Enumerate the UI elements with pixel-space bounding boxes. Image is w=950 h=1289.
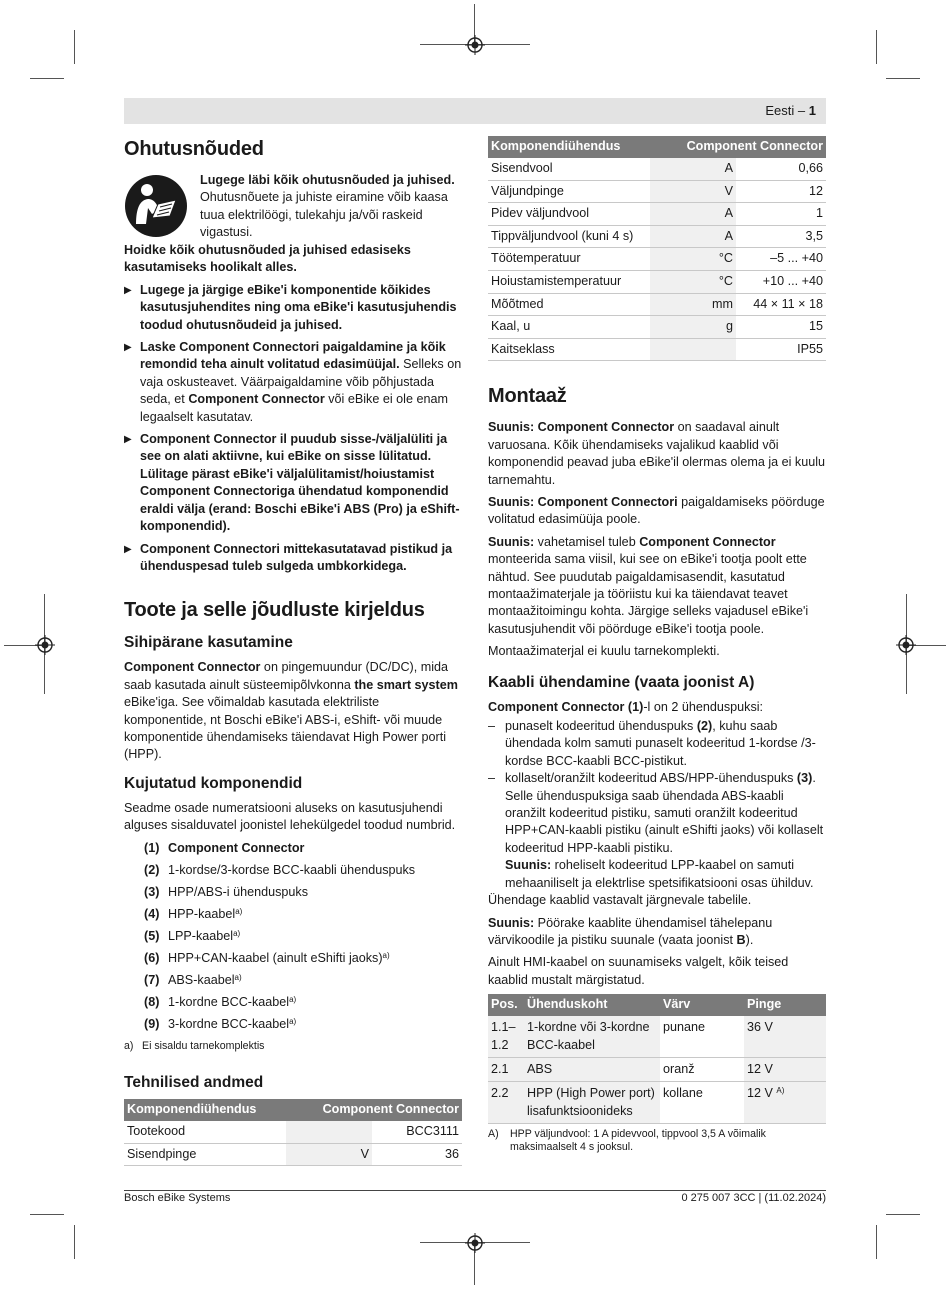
registration-mark-icon bbox=[465, 35, 485, 55]
page-number: 1 bbox=[808, 103, 816, 118]
tech-value: 15 bbox=[736, 316, 826, 339]
tech-data-table-continued bbox=[488, 136, 826, 361]
components-footnote bbox=[124, 1038, 462, 1055]
cable-table-row bbox=[488, 1057, 826, 1081]
socket-text: . Selle ühenduspuksiga saab ühendada ABS-kaabli oranžilt kodeeritud pistiku, samuti oranžilt kodeeritud HPP+CAN-kaabli pistiku (ainult eShifti jaoks) või kollaselt kodeeritud HPP-kaabli pistiku. bbox=[505, 771, 824, 855]
tech-table-row bbox=[488, 270, 826, 293]
safety-bullet-bold: Laske Component Connectori paigaldamine ja kõik remondid teha ainult volitatud edasimüüjal. bbox=[140, 340, 446, 372]
component-label: 1-kordne BCC-kaabel bbox=[168, 994, 290, 1009]
safety-bullet: ▶ Component Connector il puudub sisse-/väljalüliti ja see on alati aktiivne, kui eBike on sisse lülitatud. Lülitage pärast eBike'i väljalülitamist/hoiustamist Component Connectoriga ühendatud komponendid eraldi välja (erand: Boschi eBike'i ABS (Pro) ja eShift-komponendid). bbox=[124, 431, 462, 535]
component-item bbox=[144, 1016, 462, 1033]
cable-voltage bbox=[744, 1016, 826, 1057]
note-label: Suunis: bbox=[505, 858, 552, 873]
tech-table-header: Component Connector bbox=[286, 1099, 462, 1121]
safety-bullet-text: Selleks on vaja oskusteavet. Väärpaigaldamine võib põhjustada seda, et bbox=[140, 357, 462, 407]
tech-value: 36 bbox=[372, 1143, 462, 1166]
tech-value: 1 bbox=[736, 203, 826, 226]
socket-list bbox=[488, 718, 826, 892]
note-text: paigaldamiseks pöörduge volitatud edasimüüja poole. bbox=[488, 494, 825, 527]
tech-unit bbox=[650, 338, 736, 361]
intended-use-part: eBike'iga. See võimaldab kasutada elektriliste komponentide, nt Boschi eBike'i ABS-i, eShift- või muude komponentide ühendamiseks täiendavat High Power porti (HPP). bbox=[124, 695, 447, 762]
component-item bbox=[144, 906, 462, 923]
cable-table bbox=[488, 994, 826, 1124]
note-text: on saadaval ainult varuosana. Kõik ühendamiseks vajalikud kaablid või komponendid peavad juba eBike'il olermas olema ja ei kuulu tarnemahtu. bbox=[488, 420, 826, 487]
tech-label: Mõõtmed bbox=[488, 293, 650, 316]
cable-connection: HPP (High Power port) lisafunktsioonideks bbox=[524, 1082, 660, 1124]
component-label: ABS-kaabel bbox=[168, 972, 235, 987]
socket-text: , kuhu saab ühendada kolm samuti punaselt kodeeritud 1-kordse /3-kordse BCC-kaabli BCC-pistikut. bbox=[505, 719, 816, 768]
tech-value: 0,66 bbox=[736, 158, 826, 180]
note-text: monteerida sama viisil, kui see on eBike'i tootja poolt ette nähtud. See puudutab paigaldamisasendit, kasutatud montaažimaterjale ja tööriistu kui ka täiendavat teavet montaažitoimingu kohta. Järgige selleks vajadusel eBike'i kasutusjuhendit või pöörduge eBike'i tootja poole. bbox=[488, 552, 809, 636]
tech-unit: °C bbox=[650, 248, 736, 271]
footnote-text: Ei sisaldu tarnekomplektis bbox=[142, 1039, 265, 1052]
components-intro: Seadme osade numeratsiooni aluseks on kasutusjuhendi alguses sisalduvatel joonistel lehekülgedel toodud numbrid. bbox=[124, 800, 456, 833]
cable-pos: 2.1 bbox=[488, 1057, 524, 1081]
cable-intro-bold: Component Connector bbox=[488, 699, 625, 714]
component-number: (2) bbox=[144, 862, 160, 877]
tech-table-header: Komponendiühendus bbox=[488, 136, 650, 158]
note-bold: Component Connector bbox=[534, 420, 675, 435]
footer-doc-number: 0 275 007 3CC | (11.02.2024) bbox=[681, 1192, 826, 1204]
component-label: HPP+CAN-kaabel (ainult eShifti jaoks) bbox=[168, 950, 383, 965]
note-bold: Component Connector bbox=[639, 534, 776, 549]
cable-table-header: Pinge bbox=[744, 994, 826, 1016]
safety-bullet: ▶ Component Connectori mittekasutatavad pistikud ja ühenduspesad tuleb sulgeda umbkorkidega. bbox=[124, 541, 462, 576]
tech-label: Sisendvool bbox=[488, 158, 650, 180]
tech-unit bbox=[286, 1121, 372, 1143]
safety-intro bbox=[124, 172, 462, 242]
tech-label: Sisendpinge bbox=[124, 1143, 286, 1166]
mount-material-text: Montaažimaterjal ei kuulu tarnekomplekti. bbox=[488, 644, 720, 659]
safety-intro-text bbox=[200, 172, 462, 242]
cable-voltage-value: 12 V bbox=[747, 1086, 773, 1101]
cable-voltage-value: 36 V bbox=[747, 1020, 773, 1035]
tech-unit: V bbox=[286, 1143, 372, 1166]
component-item bbox=[144, 840, 462, 857]
footnote-ref: a) bbox=[289, 994, 297, 1004]
components-list bbox=[124, 840, 462, 1033]
tech-unit: mm bbox=[650, 293, 736, 316]
safety-bullet bbox=[124, 339, 462, 426]
tech-table-header: Component Connector bbox=[650, 136, 826, 158]
crop-mark bbox=[886, 78, 920, 79]
tech-table-row bbox=[488, 293, 826, 316]
tech-value: IP55 bbox=[736, 338, 826, 361]
component-label: Component Connector bbox=[168, 840, 305, 855]
tech-value: –5 ... +40 bbox=[736, 248, 826, 271]
component-label: HPP-kaabel bbox=[168, 906, 236, 921]
socket-item bbox=[488, 770, 826, 892]
figure-ref: B bbox=[736, 932, 746, 947]
note-label: Suunis: bbox=[488, 494, 535, 509]
crop-mark bbox=[74, 30, 75, 64]
socket-text: roheliselt kodeeritud LPP-kaabel on samuti mehaaniliselt ja elektrlise spetsifikatsiooni osas ühilduv. bbox=[505, 858, 814, 890]
header-language: Eesti bbox=[765, 103, 795, 118]
component-label: LPP-kaabel bbox=[168, 928, 234, 943]
tech-value: +10 ... +40 bbox=[736, 270, 826, 293]
safety-bullet-bold: Component Connector bbox=[188, 392, 325, 407]
cable-voltage-value: 12 V bbox=[747, 1061, 773, 1076]
tech-data-heading: Tehnilised andmed bbox=[124, 1073, 264, 1091]
cable-table-header: Pos. bbox=[488, 994, 524, 1016]
cable-intro-number: (1) bbox=[624, 699, 644, 714]
tech-value: 3,5 bbox=[736, 225, 826, 248]
footnote-mark: a) bbox=[124, 1039, 134, 1052]
tech-table-row bbox=[124, 1143, 462, 1166]
footnote-ref: a) bbox=[233, 928, 241, 938]
cable-pos: 1.1– 1.2 bbox=[488, 1016, 524, 1057]
right-column bbox=[488, 136, 826, 1154]
tech-value: 12 bbox=[736, 180, 826, 203]
note-text: vahetamisel tuleb bbox=[534, 534, 640, 549]
connect-text: Ühendage kaablid vastavalt järgnevale tabelile. bbox=[488, 893, 752, 908]
crop-mark bbox=[74, 1225, 75, 1259]
tech-table-row bbox=[124, 1121, 462, 1143]
tech-label: Kaitseklass bbox=[488, 338, 650, 361]
mount-note bbox=[488, 494, 826, 529]
note-label: Suunis: bbox=[488, 420, 535, 435]
tech-data-table bbox=[124, 1099, 462, 1166]
tech-value: BCC3111 bbox=[372, 1121, 462, 1143]
note-label: Suunis: bbox=[488, 534, 535, 549]
footnote-ref: a) bbox=[235, 906, 243, 916]
footnote-ref: a) bbox=[289, 1016, 297, 1026]
tech-unit: V bbox=[650, 180, 736, 203]
cable-intro-text: -l on 2 ühenduspuksi: bbox=[643, 699, 764, 714]
component-item bbox=[144, 972, 462, 989]
footer-rule bbox=[124, 1190, 826, 1191]
tech-table-row bbox=[488, 203, 826, 226]
tech-table-row bbox=[488, 338, 826, 361]
components-heading: Kujutatud komponendid bbox=[124, 774, 303, 792]
component-number: (6) bbox=[144, 950, 160, 965]
cable-intro bbox=[488, 699, 826, 716]
tech-unit: g bbox=[650, 316, 736, 339]
tech-table-row bbox=[488, 180, 826, 203]
cable-table-header: Ühenduskoht bbox=[524, 994, 660, 1016]
registration-mark-icon bbox=[35, 635, 55, 655]
tech-table-row bbox=[488, 158, 826, 180]
crop-mark bbox=[886, 1214, 920, 1215]
tech-table-row bbox=[488, 225, 826, 248]
product-heading: Toote ja selle jõudluste kirjeldus bbox=[124, 599, 425, 622]
socket-text: kollaselt/oranžilt kodeeritud ABS/HPP-ühenduspuks bbox=[505, 771, 797, 786]
component-item bbox=[144, 928, 462, 945]
cable-table-row bbox=[488, 1082, 826, 1124]
cable-color: oranž bbox=[660, 1057, 744, 1081]
component-label: 3-kordne BCC-kaabel bbox=[168, 1016, 290, 1031]
intended-use-bold: the smart system bbox=[354, 677, 458, 692]
socket-text: punaselt kodeeritud ühenduspuks bbox=[505, 719, 697, 734]
tech-label: Väljundpinge bbox=[488, 180, 650, 203]
note-text: Pöörake kaablite ühendamisel tähelepanu värvikoodile ja pistiku suunale (vaata joonist bbox=[488, 915, 773, 947]
safety-bullet-text: või eBike ei ole enam legaalselt kasutatav. bbox=[140, 392, 448, 424]
intended-use-heading: Sihipärane kasutamine bbox=[124, 634, 293, 652]
crop-mark bbox=[876, 1225, 877, 1259]
cable-color: kollane bbox=[660, 1082, 744, 1124]
component-label: 1-kordse/3-kordse BCC-kaabli ühenduspuks bbox=[168, 862, 416, 877]
tech-label: Pidev väljundvool bbox=[488, 203, 650, 226]
note-label: Suunis: bbox=[488, 915, 535, 930]
footer-publisher: Bosch eBike Systems bbox=[124, 1192, 231, 1204]
socket-number: (2) bbox=[696, 719, 713, 734]
hmi-text: Ainult HMI-kaabel on suunamiseks valgelt, kõik teised kaablid mustalt märgistatud. bbox=[488, 955, 789, 987]
cable-connection: 1-kordne või 3-kordne BCC-kaabel bbox=[524, 1016, 660, 1057]
tech-unit: A bbox=[650, 225, 736, 248]
cable-color: punane bbox=[660, 1016, 744, 1057]
tech-label: Tootekood bbox=[124, 1121, 286, 1143]
footnote-ref: a) bbox=[234, 972, 242, 982]
footnote-text: HPP väljundvool: 1 A pidevvool, tippvool 3,5 A võimalik maksimaalselt 4 s jooksul. bbox=[510, 1128, 766, 1154]
component-label: HPP/ABS-i ühenduspuks bbox=[168, 884, 309, 899]
component-item bbox=[144, 994, 462, 1011]
crop-mark bbox=[30, 78, 64, 79]
footnote-mark: A) bbox=[488, 1128, 499, 1141]
tech-unit: A bbox=[650, 203, 736, 226]
component-number: (5) bbox=[144, 928, 160, 943]
component-number: (1) bbox=[144, 840, 160, 855]
cable-voltage bbox=[744, 1057, 826, 1081]
intended-use-bold: Component Connector bbox=[124, 660, 261, 675]
tech-label: Töötemperatuur bbox=[488, 248, 650, 271]
tech-value: 44 × 11 × 18 bbox=[736, 293, 826, 316]
intended-use-text bbox=[124, 659, 462, 763]
safety-intro-bold: Lugege läbi kõik ohutusnõuded ja juhised. bbox=[200, 173, 455, 187]
cable-connection: ABS bbox=[524, 1057, 660, 1081]
crop-mark bbox=[876, 30, 877, 64]
component-number: (9) bbox=[144, 1016, 160, 1031]
note-text: ). bbox=[745, 932, 754, 947]
header-page-label bbox=[765, 103, 816, 118]
socket-item bbox=[488, 718, 826, 770]
component-item bbox=[144, 950, 462, 967]
mounting-heading: Montaaž bbox=[488, 385, 567, 408]
cable-voltage bbox=[744, 1082, 826, 1124]
footnote-ref: A) bbox=[776, 1086, 785, 1096]
mount-note bbox=[488, 534, 826, 638]
footnote-ref: a) bbox=[382, 950, 390, 960]
tech-label: Kaal, u bbox=[488, 316, 650, 339]
safety-bullet-list bbox=[124, 282, 462, 576]
registration-mark-icon bbox=[465, 1233, 485, 1253]
cable-table-row bbox=[488, 1016, 826, 1057]
component-item bbox=[144, 862, 462, 879]
mount-note bbox=[488, 419, 826, 489]
tech-table-header: Komponendiühendus bbox=[124, 1099, 286, 1121]
tech-unit: °C bbox=[650, 270, 736, 293]
tech-label: Tippväljundvool (kuni 4 s) bbox=[488, 225, 650, 248]
cable-pos: 2.2 bbox=[488, 1082, 524, 1124]
tech-label: Hoiustamistemperatuur bbox=[488, 270, 650, 293]
component-item bbox=[144, 884, 462, 901]
component-number: (4) bbox=[144, 906, 160, 921]
read-manual-icon bbox=[124, 174, 188, 238]
registration-mark-icon bbox=[896, 635, 916, 655]
left-column bbox=[124, 136, 462, 1166]
crop-mark bbox=[30, 1214, 64, 1215]
page-header bbox=[124, 98, 826, 124]
socket-number: (3) bbox=[796, 771, 813, 786]
cable-connection-heading: Kaabli ühendamine (vaata joonist A) bbox=[488, 673, 755, 691]
component-number: (3) bbox=[144, 884, 160, 899]
component-number: (8) bbox=[144, 994, 160, 1009]
tech-table-row bbox=[488, 316, 826, 339]
safety-heading: Ohutusnõuded bbox=[124, 138, 264, 160]
header-separator: – bbox=[794, 103, 809, 118]
orientation-note bbox=[488, 915, 826, 950]
intended-use-part: on pingemuundur (DC/DC), mida saab kasutada ainult süsteemipõlvkonna bbox=[124, 660, 449, 692]
safety-bullet: ▶ Lugege ja järgige eBike'i komponentide kõikides kasutusjuhendites ning oma eBike'i kasutusjuhendis toodud ohutusnõudeid ja juhised. bbox=[124, 282, 462, 334]
component-number: (7) bbox=[144, 972, 160, 987]
note-bold: Component Connectori bbox=[534, 494, 678, 509]
safety-intro-rest: Ohutusnõuete ja juhiste eiramine võib kaasa tuua elektrilöögi, tulekahju ja/või raskeid vigastusi. bbox=[200, 190, 448, 240]
tech-table-row bbox=[488, 248, 826, 271]
cable-table-footnote bbox=[488, 1128, 826, 1154]
tech-unit: A bbox=[650, 158, 736, 180]
cable-table-header: Värv bbox=[660, 994, 744, 1016]
safety-keep-text: Hoidke kõik ohutusnõuded ja juhised edasiseks kasutamiseks hoolikalt alles. bbox=[124, 243, 411, 275]
